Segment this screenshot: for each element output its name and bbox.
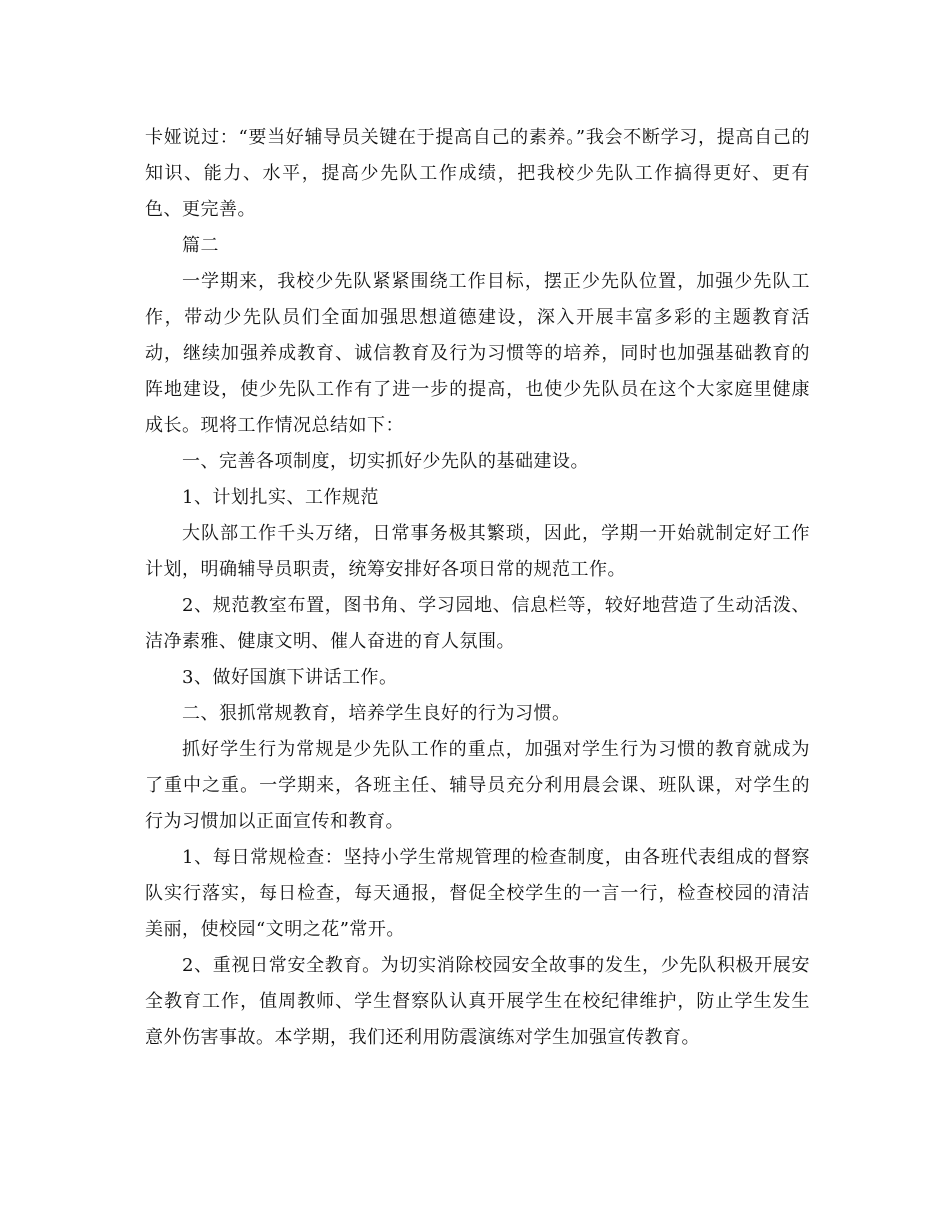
paragraph-intro: 一学期来，我校少先队紧紧围绕工作目标，摆正少先队位置，加强少先队工作，带动少先队员们全面加强思想道德建设，深入开展丰富多彩的主题教育活动，继续加强养成教育、诚信教育及行为习惯等的培养，同时也加强基础教育的阵地建设，使少先队工作有了进一步的提高，也使少先队员在这个大家庭里健康成长。现将工作情况总结如下： xyxy=(145,271,810,436)
paragraph-1: 卡娅说过：“要当好辅导员关键在于提高自己的素养。”我会不断学习，提高自己的知识、能力、水平，提高少先队工作成绩，把我校少先队工作搞得更好、更有色、更完善。 xyxy=(145,127,810,220)
subheading-1-1: 1、计划扎实、工作规范 xyxy=(182,487,379,508)
paragraph-classroom: 2、规范教室布置，图书角、学习园地、信息栏等，较好地营造了生动活泼、洁净素雅、健康文明、催人奋进的育人氛围。 xyxy=(145,595,810,652)
paragraph-planning: 大队部工作千头万绪，日常事务极其繁琐，因此，学期一开始就制定好工作计划，明确辅导员职责，统筹安排好各项日常的规范工作。 xyxy=(145,523,810,580)
paragraph-flag-speech: 3、做好国旗下讲话工作。 xyxy=(182,667,398,688)
document-body xyxy=(145,120,810,1056)
paragraph-daily-check: 1、每日常规检查：坚持小学生常规管理的检查制度，由各班代表组成的督察队实行落实，每日检查，每天通报，督促全校学生的一言一行，检查校园的清洁美丽，使校园“文明之花”常开。 xyxy=(145,847,810,940)
heading-section-two: 二、狠抓常规教育，培养学生良好的行为习惯。 xyxy=(182,703,571,724)
section-heading-part-two: 篇二 xyxy=(182,235,219,256)
paragraph-behavior: 抓好学生行为常规是少先队工作的重点，加强对学生行为习惯的教育就成为了重中之重。一学期来，各班主任、辅导员充分利用晨会课、班队课，对学生的行为习惯加以正面宣传和教育。 xyxy=(145,739,810,832)
heading-section-one: 一、完善各项制度，切实抓好少先队的基础建设。 xyxy=(182,451,589,472)
paragraph-safety: 2、重视日常安全教育。为切实消除校园安全故事的发生，少先队积极开展安全教育工作，值周教师、学生督察队认真开展学生在校纪律维护，防止学生发生意外伤害事故。本学期，我们还利用防震演练对学生加强宣传教育。 xyxy=(145,955,810,1048)
